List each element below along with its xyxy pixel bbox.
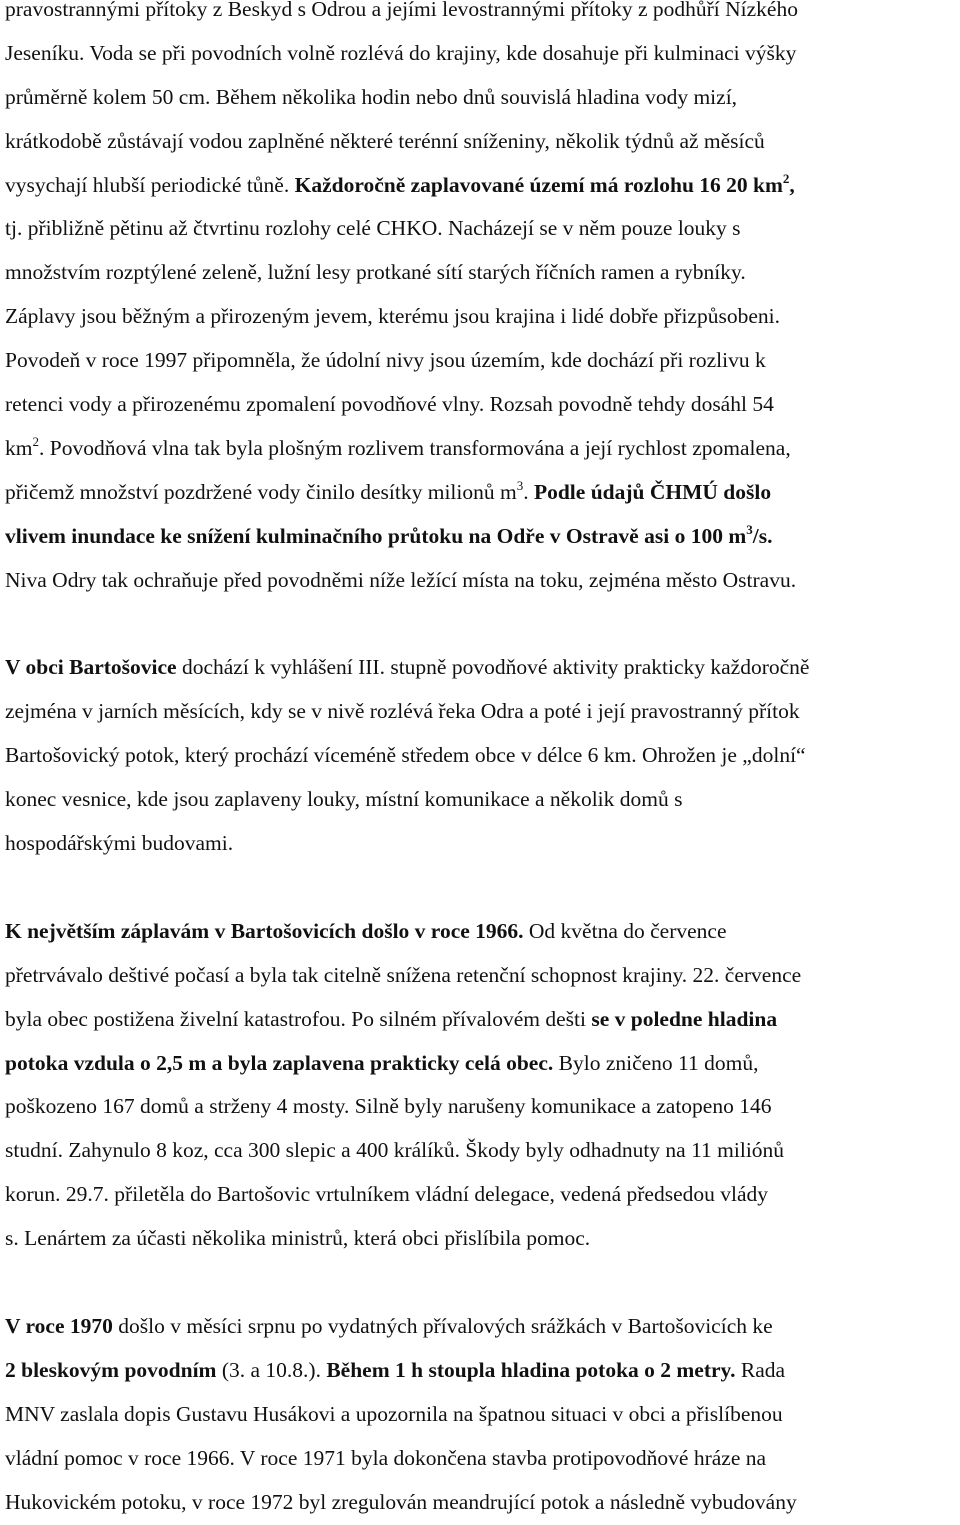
- bold-text: potoka vzdula o 2,5 m a byla zaplavena prakticky celá obec.: [5, 1050, 554, 1075]
- text-line: [5, 164, 960, 208]
- text-line: [5, 1085, 960, 1129]
- bold-text: V obci Bartošovice: [5, 655, 177, 680]
- text-line: [5, 0, 960, 32]
- text-line: [5, 515, 960, 559]
- text-line: [5, 1217, 960, 1261]
- text-span: Rada: [735, 1357, 786, 1382]
- text-line: [5, 207, 960, 251]
- text-span: vysychají hlubší periodické tůně.: [5, 172, 295, 197]
- text-span: Jeseníku. Voda se při povodních volně rozlévá do krajiny, kde dosahuje při kulminaci výšky: [5, 40, 797, 65]
- text-span: množstvím rozptýlené zeleně, lužní lesy protkané sítí starých říčních ramen a rybníky.: [5, 260, 746, 285]
- text-line: [5, 120, 960, 164]
- bold-text: /s.: [752, 523, 773, 548]
- bold-text: V roce 1970: [5, 1314, 113, 1339]
- text-line: [5, 32, 960, 76]
- text-line: [5, 76, 960, 120]
- text-span: Nacházejí se v něm pouze louky s: [442, 216, 741, 241]
- text-span: Bartošovický potok, který prochází víceméně středem obce v délce 6 km. Ohrožen je „dolní“: [5, 743, 806, 768]
- text-line: [5, 339, 960, 383]
- text-span: konec vesnice, kde jsou zaplaveny louky, místní komunikace a několik domů s: [5, 787, 683, 812]
- text-span: Od května do července: [523, 918, 727, 943]
- paragraph-gap: [5, 602, 960, 646]
- bold-text: Podle údajů ČHMÚ došlo: [533, 479, 772, 504]
- text-line: [5, 690, 960, 734]
- text-line: [5, 427, 960, 471]
- text-line: [5, 998, 960, 1042]
- text-line: [5, 910, 960, 954]
- text-span: km: [5, 435, 33, 460]
- text-line: [5, 295, 960, 339]
- superscript: 2: [32, 433, 39, 449]
- superscript: 2: [782, 170, 790, 186]
- bold-text: K největším záplavám v Bartošovicích došlo v roce 1966.: [5, 918, 524, 943]
- text-span: průměrně kolem 50 cm. Během několika hodin nebo dnů souvislá hladina vody mizí,: [5, 84, 738, 109]
- document-page: [5, 0, 960, 1525]
- text-line: [5, 251, 960, 295]
- text-span: poškozeno 167 domů a strženy 4 mosty. Silně byly narušeny komunikace a zatopeno 146: [5, 1094, 772, 1119]
- bold-text: Každoročně zaplavované území má rozlohu 16 20 km: [294, 172, 783, 197]
- text-line: [5, 1437, 960, 1481]
- text-span: Niva Odry tak ochraňuje před povodněmi níže ležící místa na toku, zejména město Ostravu.: [5, 567, 797, 592]
- superscript: 3: [516, 477, 524, 493]
- text-line: [5, 1129, 960, 1173]
- text-span: MNV zaslala dopis Gustavu Husákovi a upozornila na špatnou situaci v obci a přislíbenou: [5, 1401, 783, 1426]
- text-span: hospodářskými budovami.: [5, 831, 234, 856]
- paragraph-flood-1970: [5, 1305, 960, 1524]
- text-line: [5, 1173, 960, 1217]
- bold-text: 2 bleskovým povodním: [5, 1357, 217, 1382]
- superscript: 3: [746, 521, 753, 537]
- text-span: krátkodobě zůstávají vodou zaplněné některé terénní sníženiny, několik týdnů až měsíců: [5, 128, 765, 153]
- text-line: [5, 1393, 960, 1437]
- text-line: [5, 646, 960, 690]
- bold-text: se v poledne hladina: [591, 1006, 778, 1031]
- text-span: zejména v jarních měsících, kdy se v nivě rozlévá řeka Odra a poté i její pravostranný přítok: [5, 699, 800, 724]
- text-span: přetrvávalo deštivé počasí a byla tak citelně snížena retenční schopnost krajiny. 22. července: [5, 962, 802, 987]
- text-span: pravostrannými přítoky z Beskyd s Odrou a jejími levostrannými přítoky z podhůří Nízkého: [5, 0, 798, 21]
- text-span: korun. 29.7. přiletěla do Bartošovic vrtulníkem vládní delegace, vedená předsedou vlády: [5, 1182, 769, 1207]
- text-line: [5, 383, 960, 427]
- paragraph-gap: [5, 866, 960, 910]
- paragraph-oder-floodplain: [5, 0, 960, 602]
- text-span: Hukovickém potoku, v roce 1972 byl zregulován meandrující potok a následně vybudovány: [5, 1489, 797, 1514]
- text-line: [5, 559, 960, 603]
- text-span: studní. Zahynulo 8 koz, cca 300 slepic a 400 králíků. Škody byly odhadnuty na 11 miliónů: [5, 1138, 785, 1163]
- text-line: [5, 1481, 960, 1525]
- text-span: (3. a 10.8.).: [216, 1357, 327, 1382]
- text-line: [5, 1349, 960, 1393]
- text-span: přičemž množství pozdržené vody činilo desítky milionů m: [5, 479, 517, 504]
- text-span: Bylo zničeno 11 domů,: [553, 1050, 759, 1075]
- paragraph-gap: [5, 1261, 960, 1305]
- text-line: [5, 954, 960, 998]
- bold-text: ,: [789, 172, 795, 197]
- text-span: Záplavy jsou běžným a přirozeným jevem, kterému jsou krajina i lidé dobře přizpůsobeni.: [5, 304, 780, 329]
- text-span: byla obec postižena živelní katastrofou. Po silném přívalovém dešti: [5, 1006, 592, 1031]
- text-line: [5, 471, 960, 515]
- text-line: [5, 734, 960, 778]
- text-span: dochází k vyhlášení III. stupně povodňové aktivity prakticky každoročně: [176, 655, 810, 680]
- text-span: retenci vody a přirozenému zpomalení povodňové vlny. Rozsah povodně tehdy dosáhl 54: [5, 392, 774, 417]
- text-span: došlo v měsíci srpnu po vydatných přívalových srážkách v Bartošovicích ke: [112, 1314, 773, 1339]
- text-line: [5, 1305, 960, 1349]
- bold-text: Během 1 h stoupla hladina potoka o 2 metry.: [326, 1357, 736, 1382]
- text-span: .: [523, 479, 534, 504]
- text-line: [5, 778, 960, 822]
- text-line: [5, 822, 960, 866]
- text-span: vládní pomoc v roce 1966. V roce 1971 byla dokončena stavba protipovodňové hráze na: [5, 1445, 767, 1470]
- bold-text: tj. přibližně pětinu až čtvrtinu rozlohy celé CHKO.: [5, 216, 443, 241]
- text-span: . Povodňová vlna tak byla plošným rozlivem transformována a její rychlost zpomalena,: [38, 435, 791, 460]
- text-line: [5, 1042, 960, 1086]
- paragraph-flood-1966: [5, 910, 960, 1261]
- paragraph-bartosovice-flooding: [5, 646, 960, 865]
- text-span: Povodeň v roce 1997 připomněla, že údolní nivy jsou územím, kde dochází při rozlivu k: [5, 348, 766, 373]
- text-span: s. Lenártem za účasti několika ministrů, která obci přislíbila pomoc.: [5, 1226, 591, 1251]
- bold-text: vlivem inundace ke snížení kulminačního průtoku na Odře v Ostravě asi o 100 m: [5, 523, 747, 548]
